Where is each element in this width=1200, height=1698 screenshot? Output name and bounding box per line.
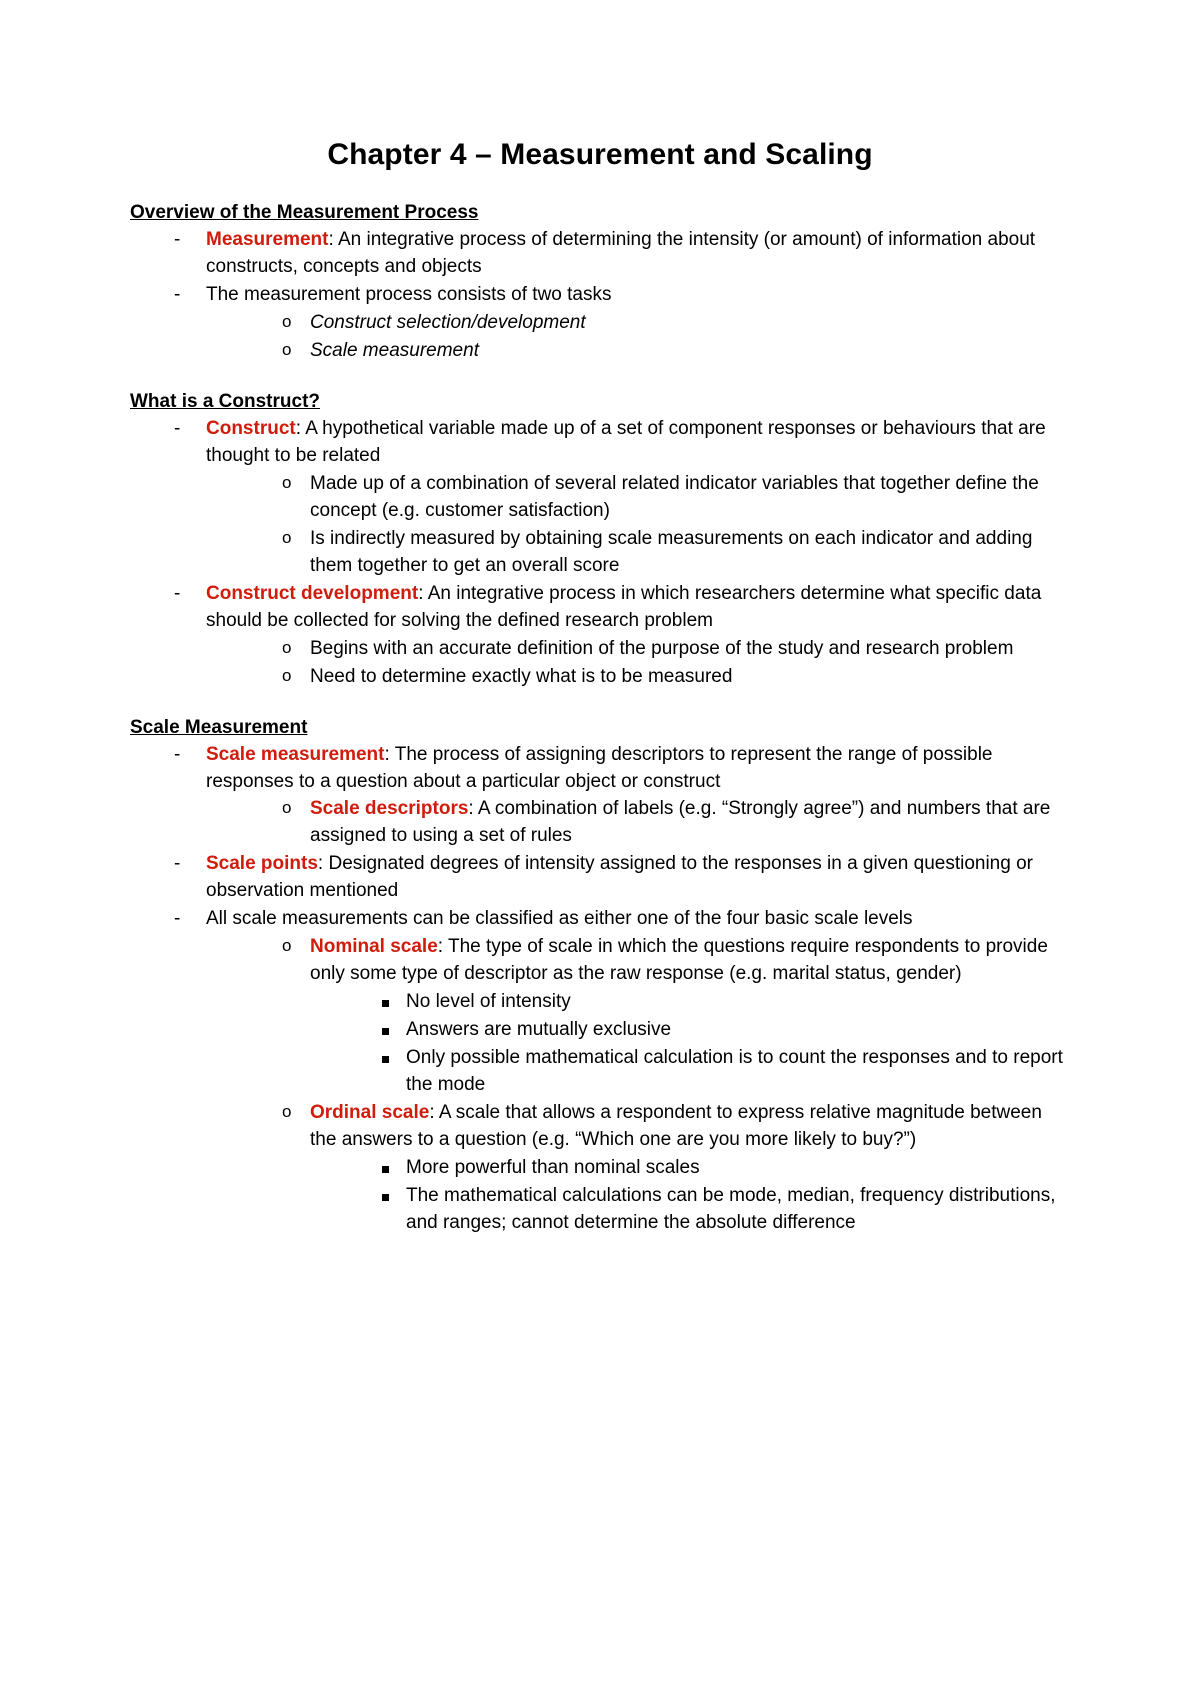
bullet-list-level-1 bbox=[130, 416, 1070, 691]
key-term: Ordinal scale bbox=[310, 1102, 430, 1124]
bullet-list-level-2 bbox=[206, 636, 1070, 691]
list-item bbox=[278, 310, 1070, 337]
list-item bbox=[376, 989, 1070, 1016]
item-text: Construct selection/development bbox=[310, 311, 586, 333]
item-text: More powerful than nominal scales bbox=[406, 1157, 700, 1179]
nested-list-wrapper bbox=[206, 310, 1070, 365]
page-title: Chapter 4 – Measurement and Scaling bbox=[327, 138, 873, 171]
document-section bbox=[130, 202, 1070, 365]
item-text: : Designated degrees of intensity assigned to the responses in a given questioning or observation mentioned bbox=[206, 853, 1033, 902]
key-term: Scale measurement bbox=[206, 743, 385, 765]
item-text: All scale measurements can be classified as either one of the four basic scale levels bbox=[206, 908, 913, 930]
key-term: Nominal scale bbox=[310, 936, 438, 958]
section-heading: Overview of the Measurement Process bbox=[130, 202, 479, 223]
item-text: : The process of assigning descriptors to represent the range of possible responses to a question about a particular object or construct bbox=[206, 743, 993, 792]
item-text: : A hypothetical variable made up of a set of component responses or behaviours that are thought to be related bbox=[206, 417, 1046, 466]
list-item bbox=[168, 851, 1070, 905]
list-item bbox=[376, 1045, 1070, 1099]
list-item bbox=[168, 906, 1070, 1237]
list-item bbox=[168, 742, 1070, 851]
item-text: No level of intensity bbox=[406, 991, 571, 1013]
item-text: : The type of scale in which the questions require respondents to provide only some type of descriptor as the raw response (e.g. marital status, gender) bbox=[310, 936, 1048, 985]
list-item bbox=[278, 526, 1070, 580]
key-term: Scale descriptors bbox=[310, 798, 469, 820]
nested-list-wrapper bbox=[310, 989, 1070, 1099]
list-item bbox=[168, 282, 1070, 365]
nested-list-wrapper bbox=[310, 1155, 1070, 1237]
list-item bbox=[278, 934, 1070, 1099]
item-text: The mathematical calculations can be mode, median, frequency distributions, and ranges; cannot determine the absolute difference bbox=[406, 1185, 1056, 1233]
list-item bbox=[376, 1183, 1070, 1237]
key-term: Construct bbox=[206, 417, 296, 439]
list-item bbox=[278, 1100, 1070, 1237]
bullet-list-level-2 bbox=[206, 796, 1070, 850]
item-text: : An integrative process in which researchers determine what specific data should be collected for solving the defined research problem bbox=[206, 582, 1042, 631]
item-text: Begins with an accurate definition of the purpose of the study and research problem bbox=[310, 637, 1014, 659]
list-item bbox=[278, 471, 1070, 525]
nested-list-wrapper bbox=[206, 636, 1070, 691]
item-text: Is indirectly measured by obtaining scale measurements on each indicator and adding them together to get an overall score bbox=[310, 527, 1033, 576]
section-heading: What is a Construct? bbox=[130, 390, 321, 412]
item-text: Answers are mutually exclusive bbox=[406, 1019, 672, 1041]
list-item bbox=[168, 227, 1070, 281]
bullet-list-level-2 bbox=[206, 310, 1070, 365]
item-text: Need to determine exactly what is to be measured bbox=[310, 665, 733, 687]
bullet-list-level-3 bbox=[310, 989, 1070, 1099]
item-text: : A combination of labels (e.g. “Strongly agree”) and numbers that are assigned to using a set of rules bbox=[310, 798, 1051, 847]
bullet-list-level-1 bbox=[130, 742, 1070, 1237]
list-item bbox=[278, 338, 1070, 365]
item-text: Only possible mathematical calculation is to count the responses and to report the mode bbox=[406, 1047, 1063, 1096]
bullet-list-level-2 bbox=[206, 471, 1070, 580]
list-item bbox=[376, 1155, 1070, 1182]
item-text: The measurement process consists of two tasks bbox=[206, 283, 612, 305]
list-item bbox=[168, 416, 1070, 580]
document-section bbox=[130, 717, 1070, 1237]
bullet-list-level-3 bbox=[310, 1155, 1070, 1237]
item-text: Made up of a combination of several related indicator variables that together define the concept (e.g. customer satisfaction) bbox=[310, 472, 1039, 521]
list-item bbox=[376, 1017, 1070, 1044]
list-item bbox=[168, 581, 1070, 691]
item-text: : A scale that allows a respondent to express relative magnitude between the answers to a question (e.g. “Which one are you more likely to buy?”) bbox=[310, 1102, 1042, 1151]
nested-list-wrapper bbox=[206, 471, 1070, 580]
list-item bbox=[278, 664, 1070, 691]
document-section bbox=[130, 391, 1070, 691]
key-term: Construct development bbox=[206, 582, 419, 604]
key-term: Measurement bbox=[206, 229, 329, 250]
key-term: Scale points bbox=[206, 853, 318, 875]
list-item bbox=[278, 796, 1070, 850]
list-item bbox=[278, 636, 1070, 663]
document-body bbox=[130, 202, 1070, 1237]
section-heading: Scale Measurement bbox=[130, 716, 308, 738]
item-text: Scale measurement bbox=[310, 339, 479, 361]
item-text: : An integrative process of determining the intensity (or amount) of information about constructs, concepts and objects bbox=[206, 229, 1036, 277]
nested-list-wrapper bbox=[206, 796, 1070, 850]
bullet-list-level-2 bbox=[206, 934, 1070, 1237]
nested-list-wrapper bbox=[206, 934, 1070, 1237]
bullet-list-level-1 bbox=[130, 227, 1070, 365]
